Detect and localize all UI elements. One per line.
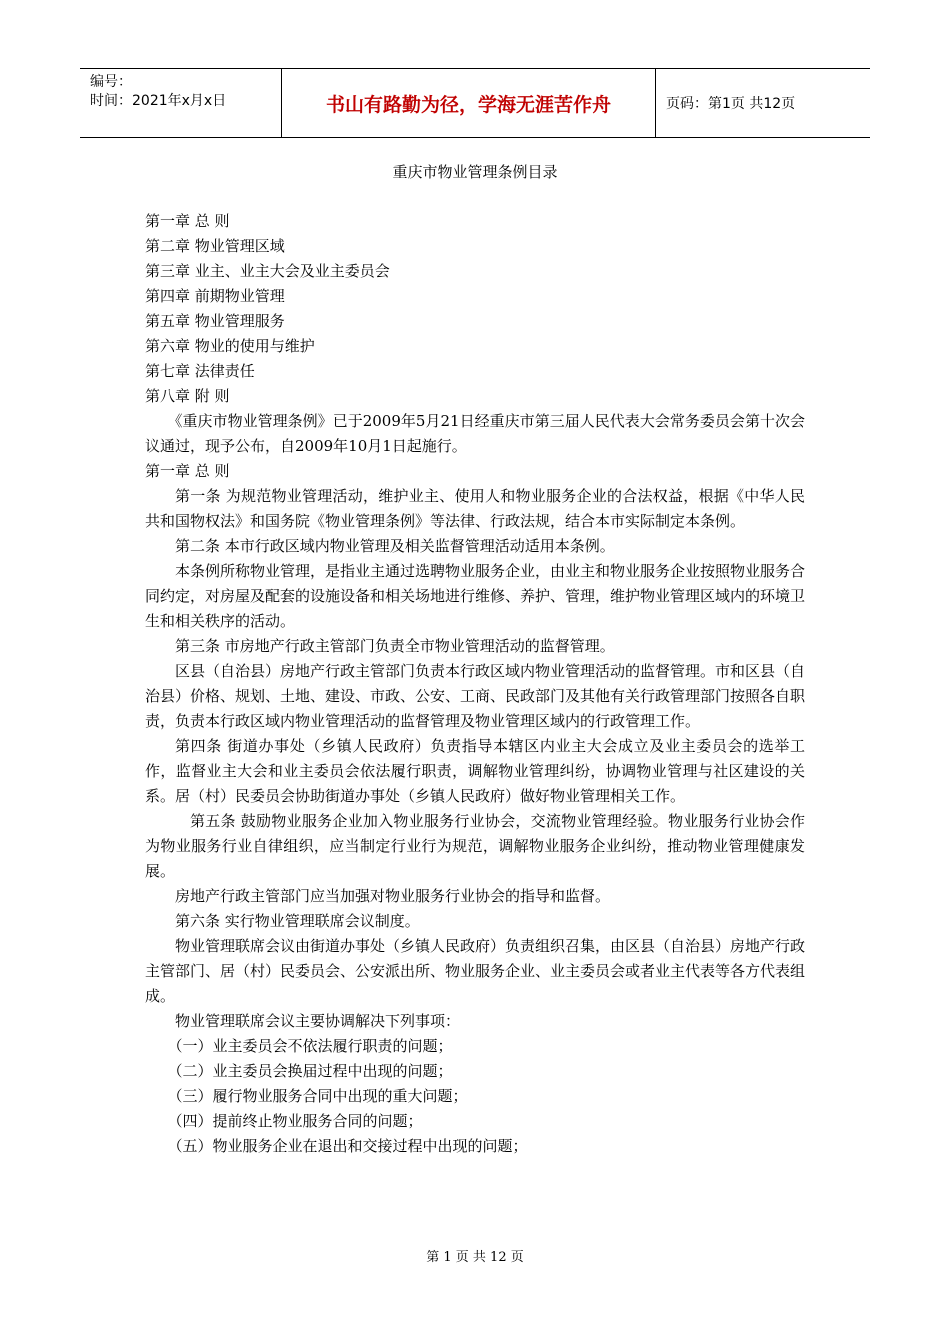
- document-title: 重庆市物业管理条例目录: [392, 163, 558, 181]
- article-paragraph: 区县（自治县）房地产行政主管部门负责本行政区域内物业管理活动的监督管理。市和区县（自治县）价格、规划、土地、建设、市政、公安、工商、民政部门及其他有关行政管理部门按照各自职责，负责本行政区域内物业管理活动的监督管理及物业管理区域内的行政管理工作。: [145, 662, 806, 730]
- page-footer: 第 1 页 共 12 页: [426, 1250, 524, 1265]
- article-paragraph: 第六条 实行物业管理联席会议制度。: [175, 912, 420, 930]
- article-paragraph: 物业管理联席会议主要协调解决下列事项：: [175, 1012, 461, 1030]
- list-item: （二）业主委员会换届过程中出现的问题；: [167, 1062, 453, 1080]
- article-paragraph: 房地产行政主管部门应当加强对物业服务行业协会的指导和监督。: [175, 887, 611, 905]
- article-paragraph: 本条例所称物业管理，是指业主通过选聘物业服务企业，由业主和物业服务企业按照物业服务合同约定，对房屋及配套的设施设备和相关场地进行维修、养护、管理，维护物业管理区域内的环境卫生和相关秩序的活动。: [145, 562, 806, 630]
- toc-item: 第三章 业主、业主大会及业主委员会: [145, 262, 390, 280]
- toc-item: 第八章 附 则: [145, 387, 230, 405]
- header-page-label: 页码：第1页 共12页: [666, 96, 796, 112]
- article-paragraph: 第四条 街道办事处（乡镇人民政府）负责指导本辖区内业主大会成立及业主委员会的选举工作，监督业主大会和业主委员会依法履行职责，调解物业管理纠纷，协调物业管理与社区建设的关系。居（村）民委员会协助街道办事处（乡镇人民政府）做好物业管理相关工作。: [145, 737, 805, 805]
- list-item: （三）履行物业服务合同中出现的重大问题；: [167, 1087, 468, 1105]
- toc-item: 第四章 前期物业管理: [145, 287, 285, 305]
- toc-item: 第五章 物业管理服务: [145, 312, 285, 330]
- document-body: [145, 209, 805, 1159]
- article-paragraph: 第一条 为规范物业管理活动，维护业主、使用人和物业服务企业的合法权益，根据《中华人民共和国物权法》和国务院《物业管理条例》等法律、行政法规，结合本市实际制定本条例。: [145, 487, 805, 530]
- list-item: （四）提前终止物业服务合同的问题；: [167, 1112, 423, 1130]
- toc-item: 第六章 物业的使用与维护: [145, 337, 315, 355]
- list-item: （五）物业服务企业在退出和交接过程中出现的问题；: [167, 1137, 528, 1155]
- list-item: （一）业主委员会不依法履行职责的问题；: [167, 1037, 453, 1055]
- header-motto: 书山有路勤为径，学海无涯苦作舟: [282, 69, 656, 137]
- article-paragraph: 第五条 鼓励物业服务企业加入物业服务行业协会，交流物业管理经验。物业服务行业协会作为物业服务行业自律组织，应当制定行业行为规范，调解物业服务企业纠纷，推动物业管理健康发展。: [145, 812, 805, 880]
- header-meta: [80, 69, 282, 137]
- toc-item: 第二章 物业管理区域: [145, 237, 285, 255]
- article-paragraph: 物业管理联席会议由街道办事处（乡镇人民政府）负责组织召集，由区县（自治县）房地产行政主管部门、居（村）民委员会、公安派出所、物业服务企业、业主委员会或者业主代表等各方代表组成。: [145, 937, 806, 1005]
- article-paragraph: 第二条 本市行政区域内物业管理及相关监督管理活动适用本条例。: [175, 537, 615, 555]
- page-header: [80, 68, 870, 138]
- article-paragraph: 第三条 市房地产行政主管部门负责全市物业管理活动的监督管理。: [175, 637, 615, 655]
- preamble-paragraph: 《重庆市物业管理条例》已于2009年5月21日经重庆市第三届人民代表大会常务委员会第十次会议通过，现予公布，自2009年10月1日起施行。: [145, 412, 805, 455]
- time-label: 时间：2021年x月x日: [90, 93, 227, 109]
- toc-item: 第七章 法律责任: [145, 362, 255, 380]
- chapter-heading: 第一章 总 则: [145, 462, 230, 480]
- number-label: 编号：: [90, 74, 132, 90]
- toc-item: 第一章 总 则: [145, 212, 230, 230]
